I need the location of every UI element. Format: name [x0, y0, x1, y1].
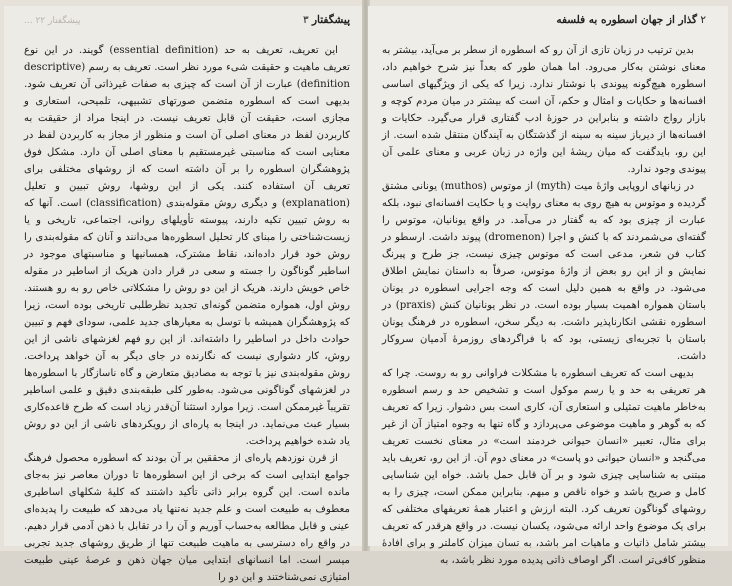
page-number: ۲: [700, 14, 706, 26]
paragraph: بدیهی است که تعریف اسطوره با مشکلات فراوانی رو به روست. چرا که هر تعریفی به حد و یا رسم موکول است و تشخیص حد و رسم اسطوره به‌خاطر ماهیت تمثیلی و استعاری آن، کاری است بس دشوار. زیرا که تعریف که به گوهر و ماهیت موضوعی می‌پردازد و گاه تنها به وجوه امتیاز آن از غیر برای مثال، تعبیر «انسان حیوانی خردمند است» در معنای نخست تعریف می‌گنجد و «انسان حیوانی دو پاست» در معنای دوم آن. از این رو، تعریف باید مبتنی به شناسایی چیزی شود و بر آن قابل حمل باشد. خواه این شناسایی کامل و صریح باشد و خواه ناقص و مبهم. بنابراین ممکن است، چیزی را به روشهای گوناگون تعریف کرد. البته ارزش و اعتبار همهٔ تعریفهای مختلفی که برای یک موضوع واحد ارائه می‌شود، یکسان نیست. در واقع هرقدر که تعریف بیشتر شامل ذاتیات و ماهیات امر باشد، به تسان میزان کاملتر و برای افادهٔ منظور کافی‌تر است. اگر اوصاف ذاتی پدیده مورد نظر باشد، به: [382, 368, 706, 566]
page-number: ۳: [303, 14, 309, 26]
right-page: [368, 6, 728, 566]
running-title-text: پیشگفتار: [311, 14, 350, 26]
right-page-body: [382, 42, 706, 569]
left-page-header: [24, 14, 350, 30]
running-title: [303, 14, 350, 26]
paragraph: از قرن نوزدهم پاره‌ای از محققین بر آن بودند که اسطوره محصول فرهنگ جوامع ابتدایی است که برخی از این اسطوره‌ها تا دوران معاصر نیز به‌جای مانده است. این گروه برابر ذاتی تأکید داشتند که کلیهٔ شکلهای اساطیری معطوف به طبیعت است و علم جدید نه‌تنها یاد می‌دهد که طبیعت را پدیده‌ای عینی و قابل مطالعه به‌حساب آوریم و آن را در تقابل با ذهن آدمی قرار دهیم. در واقع راه دسترسی به ماهیت طبیعت تنها از طریق روشهای جدید تجربی میسر است. اما انسانهای ابتدایی میان جهان ذهن و عرصهٔ عینی طبیعت امتیازی نمی‌شناختند و این دو را: [24, 453, 350, 583]
running-title: [556, 14, 706, 26]
left-page: [4, 6, 364, 583]
left-page-body: [24, 42, 350, 586]
paragraph: در زبانهای اروپایی واژهٔ میت (myth) از موتوس (muthos) یونانی مشتق گردیده و موتوس به هیچ روی به معنای روایت و یا حکایت افسانه‌ای نبود، بلکه عبارت از چیزی بود که به گفتار در می‌آمد. در واقع یونانیان، موتوس را گفته‌ای می‌شمردند که با کنش و اجرا (dromenon) پیوند داشت. ارسطو در کتاب فن شعر، مدعی است که موتوس چیزی نیست، جز طرح و پیرنگ نمایش و از این رو بعض از واژهٔ موتوس، صرفاً به داستان نمایش اطلاق می‌شود. در واقع به همین دلیل است که وجه اجرایی اسطوره در یونان باستان همواره اهمیت بسیار بوده است. در نظر یونانیان کنش (praxis) در اسطوره نقشی انکارناپذیر داشت. به دیگر سخن، اسطوره در فرهنگ یونان باستان با تجربه‌ای زیستی، بود که با فراگردهای روزمرهٔ آدمیان سروکار داشت.: [382, 181, 707, 362]
faint-header: پیشگفتار ۲۲ ...: [24, 16, 81, 26]
right-page-header: [382, 14, 706, 30]
running-title-text: گذار از جهان اسطوره به فلسفه: [556, 14, 698, 26]
paragraph: این تعریف، تعریف به حد (essential definition) گویند. در این نوع تعریف ماهیت و حقیقت شیء مورد نظر است. تعریف به رسم (descriptive definition) عبارت از آن است که چیزی به صفات غیرذاتی آن تعریف شود. بدیهی است که اسطوره متضمن صورتهای تشبیهی، تلمیحی، استعاری و مجازی است، حقیقت آن قابل تعریف نیست. در اینجا مراد از حقیقت به کاربردن لفظ در معنای اصلی آن است و منظور از مجاز به کاربردن لفظ در معنایی است که مناسبتی غیرمستقیم با معنای اصلی آن دارد. مشکل فوق پژوهشگران اسطوره را بر آن داشته است که از روشهای مختلفی برای تعریف آن استفاده کنند. یکی از این روشها، روش تبیین و تعلیل (explanation) و دیگری روش مقوله‌بندی (classification) است. آنها که به روش تبیین تکیه دارند، پیوسته تأویلهای روانی، اجتماعی، تاریخی و یا زیست‌شناختی را مبنای کار تحلیل اسطوره‌ها می‌دانند و آنان که مقوله‌بندی را روش خود قرار داده‌اند، نقاط مشترک، همسانیها و مناسبتهای موجود در اساطیر گوناگون را جسته و سعی در قرار دادن هریک از اساطیر در مقوله خاص خویش دارند. هریک از این دو روش را مشکلاتی خاص رو به رو هستند. روش اول، همواره متضمن گونه‌ای تجدید نظرطلبی تاریخی بوده است، زیرا که پژوهشگران همیشه با توسل به معیارهای جدید علمی، سودای فهم و تبیین حوادث داخل در اساطیر را داشته‌اند. از این رو فهم لغزشهای ناشی از این روش، کار دشواری نیست که نگارنده در جای دیگر به آن خواهد پرداخت. روش مقوله‌بندی نیز با توجه به مصادیق متعارض و گاه ناسازگار با اسطوره‌ها در لغزشهای گوناگونی می‌شود. به‌طور کلی طبقه‌بندی دقیق و علمی اساطیر تقریباً غیرممکن است. زیرا موارد استثنا آن‌قدر زیاد است که طرح قاعده‌کاری بسیار عبث می‌نماید. در اینجا به پاره‌ای از رویکردهای ناشی از این دو روش یاد شده خواهیم پرداخت.: [24, 45, 350, 447]
paragraph: بدین ترتیب در زبان تازی از آن رو که اسطوره از سطر بر می‌آید، بیشتر به معنای نوشتن به‌کار می‌رود. اما همان طور که بعداً نیز شرح خواهیم داد، اسطوره هیچ‌گونه پیوندی با نوشتار ندارد. زیرا که یکی از ویژگیهای اساسی افسانه‌ها و حکایات و امثال و حکم، آن است که بیشتر در میان مردم کوچه و بازار رواج داشته و بنابراین در حوزهٔ ادب گفتاری قرار می‌گیرد. حکایات و افسانه‌ها از دیرباز سینه به سینه از گذشتگان به آیندگان منتقل شده است. از این رو، بایدگفت که میان ریشهٔ این واژه در زبان عربی و معنای علمی آن پیوندی وجود ندارد.: [382, 45, 706, 175]
